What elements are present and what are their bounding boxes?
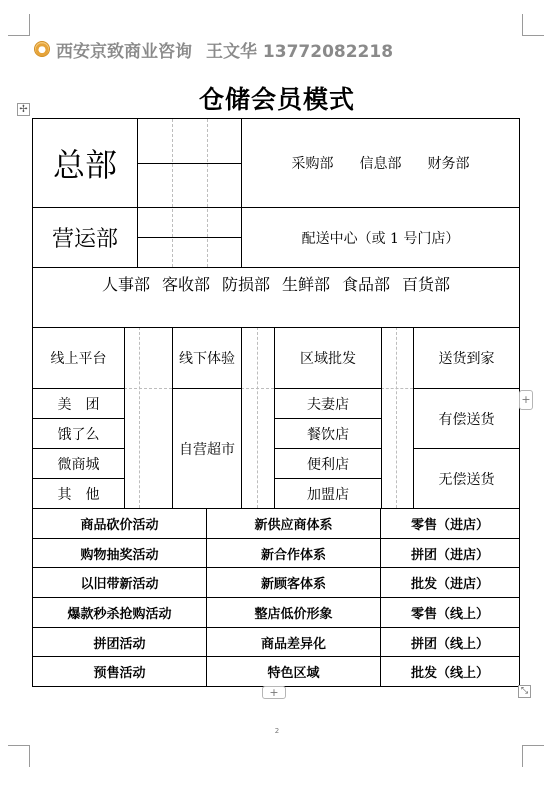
activity-cell: 零售（进店） — [410, 518, 489, 533]
header-person: 王文华 — [206, 41, 257, 62]
header-text — [56, 37, 393, 62]
activity-cell: 批发（线上） — [410, 666, 489, 681]
logo-circle-icon — [34, 41, 50, 57]
add-row-plus-icon[interactable]: + — [262, 686, 286, 699]
operations-cell: 营运部 — [51, 227, 118, 252]
dept-checkout: 客收部 — [161, 275, 210, 294]
hq-departments-cell — [242, 119, 519, 207]
regional-item-couple-store: 夫妻店 — [307, 396, 349, 413]
distribution-center-cell: 配送中心（或 1 号门店） — [301, 230, 460, 247]
crop-mark-bottom-left — [8, 745, 30, 767]
activity-cell: 拼团活动 — [93, 636, 146, 652]
dept-finance: 财务部 — [427, 156, 470, 172]
home-delivery-cell: 送货到家 — [438, 351, 495, 367]
table-border — [137, 237, 241, 238]
activity-cell: 商品差异化 — [260, 636, 326, 652]
add-column-plus-icon[interactable]: + — [519, 390, 533, 410]
header-company: 西安京致商业咨询 — [56, 41, 192, 62]
gridline — [241, 388, 274, 389]
activity-cell: 购物抽奖活动 — [80, 547, 159, 563]
self-supermarket-cell: 自营超市 — [179, 441, 235, 458]
gridline — [396, 327, 397, 508]
activity-cell: 零售（线上） — [410, 607, 489, 622]
dept-fresh: 生鲜部 — [282, 275, 331, 294]
regional-wholesale-cell: 区域批发 — [300, 351, 356, 367]
gridline — [381, 388, 413, 389]
crop-mark-top-right — [522, 14, 544, 36]
dept-purchasing: 采购部 — [291, 156, 334, 172]
header-phone: 13772082218 — [262, 41, 394, 62]
page-number: 2 — [274, 727, 280, 735]
free-delivery-cell: 无偿送货 — [438, 471, 495, 488]
offline-experience-cell: 线下体验 — [179, 351, 235, 367]
gridline — [124, 388, 172, 389]
gridline — [172, 119, 173, 267]
online-platform-cell: 线上平台 — [50, 351, 107, 367]
crop-mark-top-left — [8, 14, 30, 36]
dept-food: 食品部 — [342, 275, 391, 294]
activity-cell: 爆款秒杀抢购活动 — [67, 607, 172, 622]
gridline — [139, 327, 140, 508]
online-item-other: 其 他 — [57, 486, 100, 503]
page-header — [34, 38, 393, 60]
activity-cell: 新合作体系 — [260, 547, 326, 563]
online-item-eleme: 饿了么 — [57, 426, 100, 443]
table-border — [137, 118, 138, 267]
activity-cell: 拼团（进店） — [410, 547, 489, 563]
resize-arrow-icon[interactable]: ⤡ — [518, 685, 531, 698]
online-item-meituan: 美 团 — [57, 396, 100, 413]
regional-item-restaurant: 餐饮店 — [307, 426, 349, 443]
table-border — [124, 327, 125, 508]
headquarters-cell: 总部 — [52, 146, 117, 184]
table-border — [137, 163, 241, 164]
gridline — [257, 327, 258, 508]
dept-loss-prevention: 防损部 — [221, 275, 270, 294]
activity-cell: 新供应商体系 — [254, 518, 333, 533]
table-border — [241, 327, 242, 508]
paid-delivery-cell: 有偿送货 — [438, 411, 495, 428]
activity-cell: 新顾客体系 — [260, 577, 326, 592]
activity-cell: 拼团（线上） — [410, 636, 489, 652]
departments-row — [33, 268, 519, 299]
activity-cell: 预售活动 — [93, 666, 146, 681]
activity-cell: 以旧带新活动 — [80, 577, 159, 592]
activity-cell: 商品砍价活动 — [80, 518, 159, 533]
crop-mark-bottom-right — [522, 745, 544, 767]
dept-hr: 人事部 — [101, 275, 150, 294]
activity-cell: 整店低价形象 — [254, 607, 333, 622]
move-handle-icon[interactable]: ✢ — [17, 103, 30, 116]
table-border — [381, 327, 382, 508]
online-item-wechat-mall: 微商城 — [57, 456, 100, 473]
regional-item-convenience: 便利店 — [307, 456, 349, 473]
gridline — [207, 119, 208, 267]
activity-cell: 特色区域 — [267, 666, 320, 681]
dept-general: 百货部 — [402, 275, 451, 294]
activity-cell: 批发（进店） — [410, 577, 489, 592]
regional-item-franchise: 加盟店 — [307, 486, 349, 503]
dept-information: 信息部 — [359, 156, 402, 172]
document-title: 仓储会员模式 — [198, 85, 355, 114]
